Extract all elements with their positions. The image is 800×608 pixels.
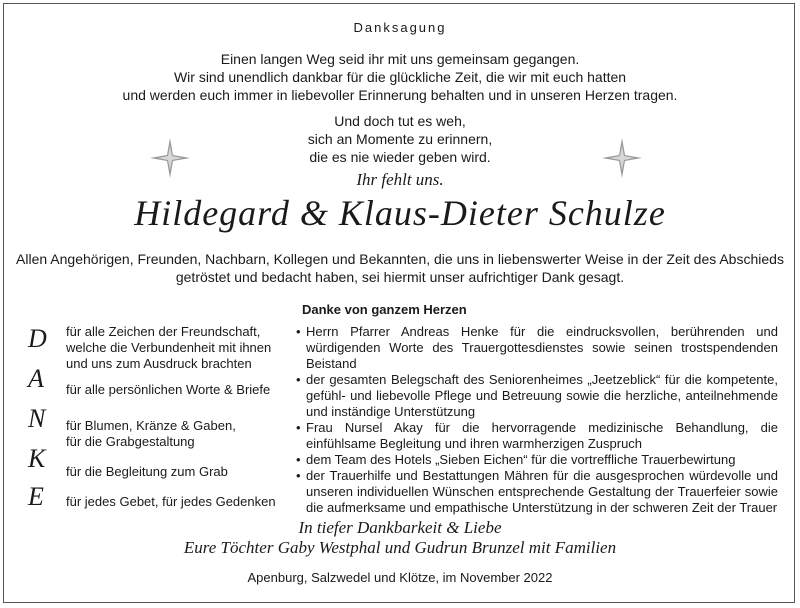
intro-line: Einen langen Weg seid ihr mit uns gemeinsam gegangen. <box>220 51 580 67</box>
notice-heading: Danksagung <box>353 20 447 35</box>
general-thanks-line: Allen Angehörigen, Freunden, Nachbarn, Kollegen und Bekannten, die uns in liebenswerter Weise in der Zeit des Abschieds <box>16 251 784 267</box>
acrostic-letter: N <box>28 404 46 433</box>
thanks-list-item: • Herrn Pfarrer Andreas Henke für die eindrucksvollen, berührenden und würdigenden Worte des Trauergottesdienstes sowie seinen trostspendenden Beistand <box>296 324 778 372</box>
general-thanks <box>0 250 800 286</box>
acrostic-letter: A <box>28 364 44 393</box>
thanks-list-item: • Frau Nursel Akay für die hervorragende medizinische Behandlung, die einfühlsame Begleitung und ihren warmherzigen Zuspruch <box>296 420 778 452</box>
thanks-list-item: • der Trauerhilfe und Bestattungen Mähren für die ausgesprochen würdevolle und unseren individuellen Wünschen entsprechende Gestaltung der Trauerfeier sowie die aufmerksame und empathische Unterstützung in der schweren Zeit der Trauer <box>296 468 778 516</box>
reason-item: für alle persönlichen Worte & Briefe <box>66 382 271 397</box>
thanks-subheading: Danke von ganzem Herzen <box>302 302 467 317</box>
thanks-list-item: • der gesamten Belegschaft des Seniorenheimes „Jeetzeblick“ für die kompetente, gefühl- und liebevolle Pflege und Betreuung sowie die herzliche, anteilnehmende und inständige Unterstützung <box>296 372 778 420</box>
missed-line: Ihr fehlt uns. <box>356 170 444 189</box>
closing-line: Eure Töchter Gaby Westphal und Gudrun Brunzel mit Familien <box>183 538 617 557</box>
reason-item: für Blumen, Kränze & Gaben, für die Grabgestaltung <box>66 418 236 449</box>
place-date: Apenburg, Salzwedel und Klötze, im November 2022 <box>247 570 553 585</box>
reason-item: für jedes Gebet, für jedes Gedenken <box>66 494 276 509</box>
acrostic-letter: D <box>28 324 47 353</box>
thanks-list <box>296 324 778 516</box>
intro-text <box>0 50 800 104</box>
acrostic-letter: E <box>28 482 44 511</box>
acrostic-letter: K <box>28 444 46 473</box>
deceased-names: Hildegard & Klaus-Dieter Schulze <box>134 193 666 233</box>
reason-item: für alle Zeichen der Freundschaft, welche die Verbundenheit mit ihnen und uns zum Ausdruck brachten <box>66 324 272 371</box>
closing-line: In tiefer Dankbarkeit & Liebe <box>298 518 502 537</box>
reason-item: für die Begleitung zum Grab <box>66 464 228 479</box>
intro-line: Wir sind unendlich dankbar für die glückliche Zeit, die wir mit euch hatten <box>173 69 627 85</box>
poem-text <box>0 112 800 166</box>
thanks-list-item: • dem Team des Hotels „Sieben Eichen“ für die vortreffliche Trauerbewirtung <box>296 452 778 468</box>
poem-line: die es nie wieder geben wird. <box>309 149 491 165</box>
general-thanks-line: getröstet und bedacht haben, sei hiermit unser aufrichtiger Dank gesagt. <box>175 269 625 285</box>
closing-signature <box>0 518 800 558</box>
poem-line: sich an Momente zu erinnern, <box>307 131 493 147</box>
poem-line: Und doch tut es weh, <box>334 113 466 129</box>
intro-line: und werden euch immer in liebevoller Erinnerung behalten und in unseren Herzen tragen. <box>122 87 678 103</box>
